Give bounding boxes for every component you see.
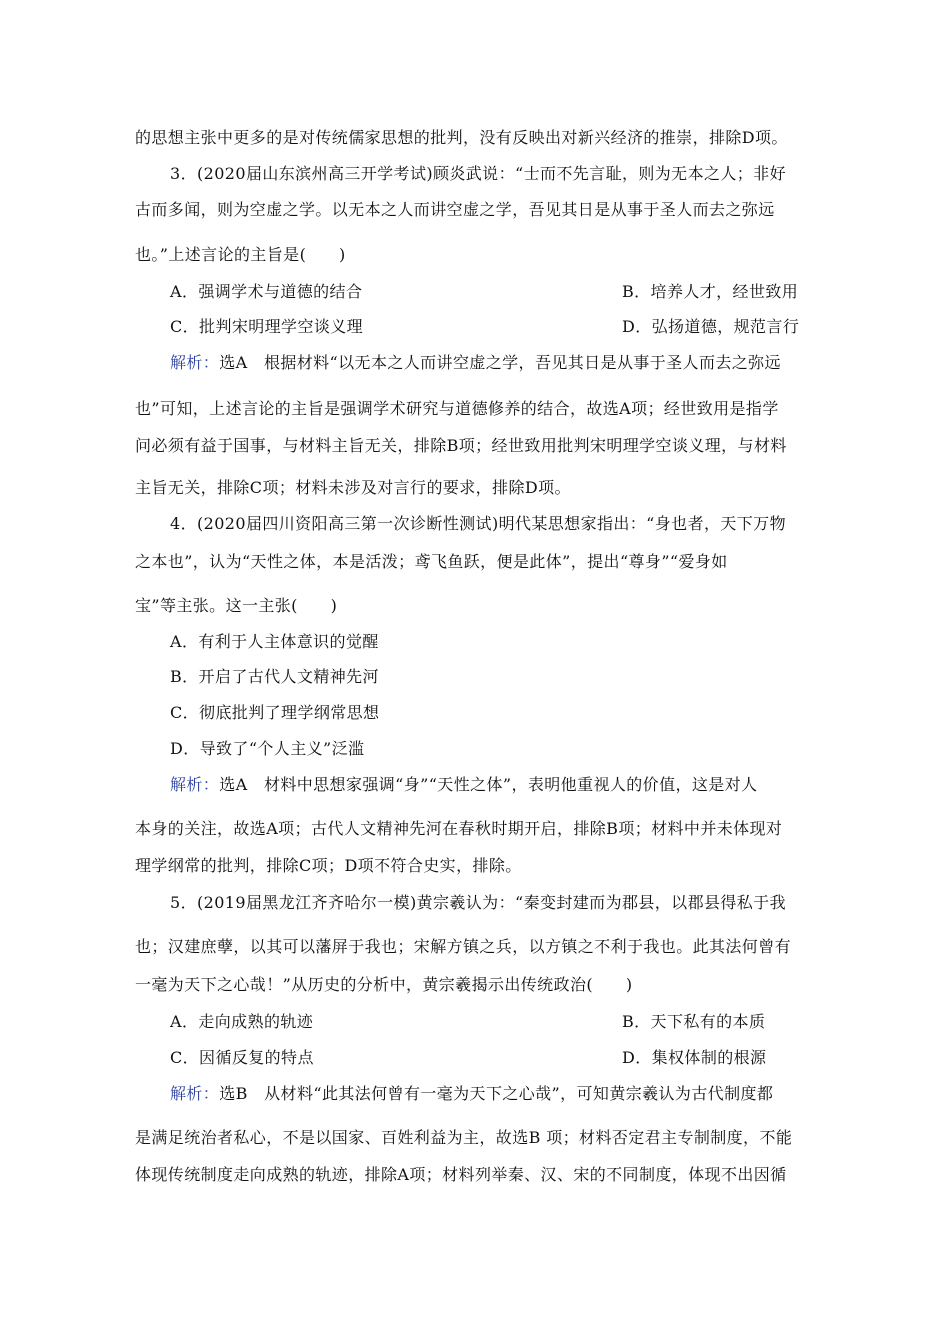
option-a: A．走向成熟的轨迹 bbox=[170, 1012, 314, 1031]
text-line: 宝”等主张。这一主张( ) bbox=[135, 596, 338, 615]
option-c: C．批判宋明理学空谈义理 bbox=[170, 317, 364, 336]
question-5-stem: 5．(2019届黑龙江齐齐哈尔一模)黄宗羲认为：“秦变封建而为郡县，以郡县得私于我 bbox=[170, 893, 786, 912]
question-4-stem: 4．(2020届四川资阳高三第一次诊断性测试)明代某思想家指出：“身也者，天下万物 bbox=[170, 514, 786, 533]
option-row bbox=[170, 282, 799, 302]
text-line: 也；汉建庶孽，以其可以藩屏于我也；宋解方镇之兵，以方镇之不利于我也。此其法何曾有 bbox=[135, 937, 792, 956]
question-3-stem: 3．(2020届山东滨州高三开学考试)顾炎武说：“士而不先言耻，则为无本之人；非好 bbox=[170, 164, 786, 183]
option-d: D．导致了“个人主义”泛滥 bbox=[170, 739, 365, 758]
analysis-text: 选B 从材料“此其法何曾有一毫为天下之心哉”，可知黄宗羲认为古代制度都 bbox=[219, 1084, 774, 1103]
option-d: D．弘扬道德，规范言行 bbox=[622, 317, 800, 336]
option-b: B．培养人才，经世致用 bbox=[622, 282, 799, 301]
text-line: 也”可知，上述言论的主旨是强调学术研究与道德修养的结合，故选A项；经世致用是指学 bbox=[135, 399, 779, 418]
text-line: 问必须有益于国事，与材料主旨无关，排除B项；经世致用批判宋明理学空谈义理，与材料 bbox=[135, 436, 787, 455]
analysis-label: 解析： bbox=[170, 1084, 220, 1103]
text-line: 的思想主张中更多的是对传统儒家思想的批判，没有反映出对新兴经济的推崇，排除D项。 bbox=[135, 128, 788, 147]
option-c: C．因循反复的特点 bbox=[170, 1048, 314, 1067]
option-a: A．有利于人主体意识的觉醒 bbox=[170, 632, 379, 651]
analysis-label: 解析： bbox=[170, 775, 220, 794]
text-line: 主旨无关，排除C项；材料未涉及对言行的要求，排除D项。 bbox=[135, 478, 571, 497]
option-row bbox=[170, 317, 800, 337]
option-b: B．开启了古代人文精神先河 bbox=[170, 667, 379, 686]
text-line: 也。”上述言论的主旨是( ) bbox=[135, 245, 346, 264]
analysis-text: 选A 材料中思想家强调“身”“天性之体”，表明他重视人的价值，这是对人 bbox=[219, 775, 758, 794]
option-row bbox=[170, 1012, 766, 1032]
option-a: A．强调学术与道德的结合 bbox=[170, 282, 363, 301]
analysis-line bbox=[170, 775, 757, 795]
option-b: B．天下私有的本质 bbox=[622, 1012, 766, 1031]
text-line: 体现传统制度走向成熟的轨迹，排除A项；材料列举秦、汉、宋的不同制度，体现不出因循 bbox=[135, 1165, 787, 1184]
text-line: 本身的关注，故选A项；古代人文精神先河在春秋时期开启，排除B项；材料中并未体现对 bbox=[135, 819, 783, 838]
analysis-line bbox=[170, 353, 781, 373]
analysis-line bbox=[170, 1084, 773, 1104]
option-d: D．集权体制的根源 bbox=[622, 1048, 767, 1067]
option-c: C．彻底批判了理学纲常思想 bbox=[170, 703, 380, 722]
analysis-text: 选A 根据材料“以无本之人而讲空虚之学，吾见其日是从事于圣人而去之弥远 bbox=[219, 353, 781, 372]
text-line: 一毫为天下之心哉！”从历史的分析中，黄宗羲揭示出传统政治( ) bbox=[135, 975, 633, 994]
text-line: 古而多闻，则为空虚之学。以无本之人而讲空虚之学，吾见其日是从事于圣人而去之弥远 bbox=[135, 200, 775, 219]
text-line: 之本也”，认为“天性之体，本是活泼；鸢飞鱼跃，便是此体”，提出“尊身”“爱身如 bbox=[135, 552, 728, 571]
option-row bbox=[170, 1048, 767, 1068]
analysis-label: 解析： bbox=[170, 353, 220, 372]
text-line: 是满足统治者私心，不是以国家、百姓利益为主，故选B 项；材料否定君主专制制度，不能 bbox=[135, 1128, 793, 1147]
text-line: 理学纲常的批判，排除C项；D项不符合史实，排除。 bbox=[135, 856, 522, 875]
